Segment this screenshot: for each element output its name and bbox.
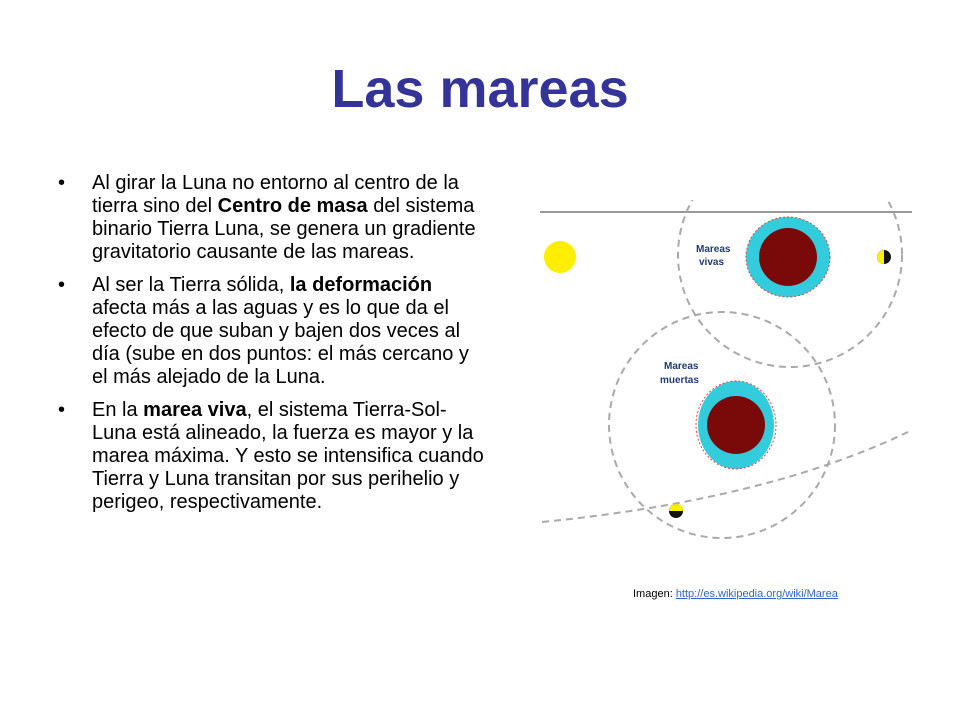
bullet-item — [56, 399, 484, 514]
label-mareas-vivas-1: Mareas — [696, 244, 731, 255]
caption-prefix: Imagen: — [633, 588, 676, 600]
label-mareas-muertas-2: muertas — [660, 375, 699, 386]
spring-tide-earth — [746, 217, 830, 297]
bullet-text — [92, 399, 484, 513]
bullet-segment: , el sistema Tierra-Sol-Luna está alineado, la fuerza es mayor y la marea máxima. Y esto se intensifica cuando Tierra y Luna transitan por sus perihelio y perigeo, respectivamente. — [92, 399, 484, 513]
label-mareas-muertas-1: Mareas — [664, 361, 699, 372]
caption-link[interactable]: http://es.wikipedia.org/wiki/Marea — [675, 588, 838, 600]
moon-icon-spring — [877, 250, 891, 264]
bullet-item — [56, 172, 484, 264]
sun-icon — [544, 241, 576, 273]
bullet-bold-segment: Centro de masa — [217, 195, 368, 217]
bullet-list — [56, 172, 484, 524]
bullet-segment: Al girar la Luna no entorno al centro de la tierra sino del — [92, 172, 459, 217]
neap-tide-earth — [696, 381, 776, 469]
bullet-marker: • — [58, 172, 66, 194]
tides-diagram — [536, 200, 916, 540]
bullet-marker: • — [58, 274, 66, 296]
bullet-marker: • — [58, 399, 66, 421]
bullet-segment: Al ser la Tierra sólida, — [92, 274, 290, 296]
label-mareas-vivas-2: vivas — [699, 257, 725, 268]
bullet-bold-segment: marea viva — [143, 399, 247, 421]
bullet-segment: En la — [92, 399, 144, 421]
bullet-segment: del sistema binario Tierra Luna, se genera un gradiente gravitatorio causante de las mareas. — [92, 195, 476, 263]
moon-icon-neap — [669, 504, 683, 518]
earth-icon — [707, 396, 765, 454]
bullet-bold-segment: la deformación — [289, 274, 433, 296]
image-caption — [633, 588, 838, 600]
slide-title: Las mareas — [331, 59, 629, 119]
bullet-item — [56, 274, 484, 389]
bullet-text — [92, 172, 476, 263]
bullet-text — [92, 274, 469, 388]
earth-icon — [759, 228, 817, 286]
bullet-segment: afecta más a las aguas y es lo que da el efecto de que suban y bajen dos veces al día (sube en dos puntos: el más cercano y el más alejado de la Luna. — [92, 297, 469, 388]
